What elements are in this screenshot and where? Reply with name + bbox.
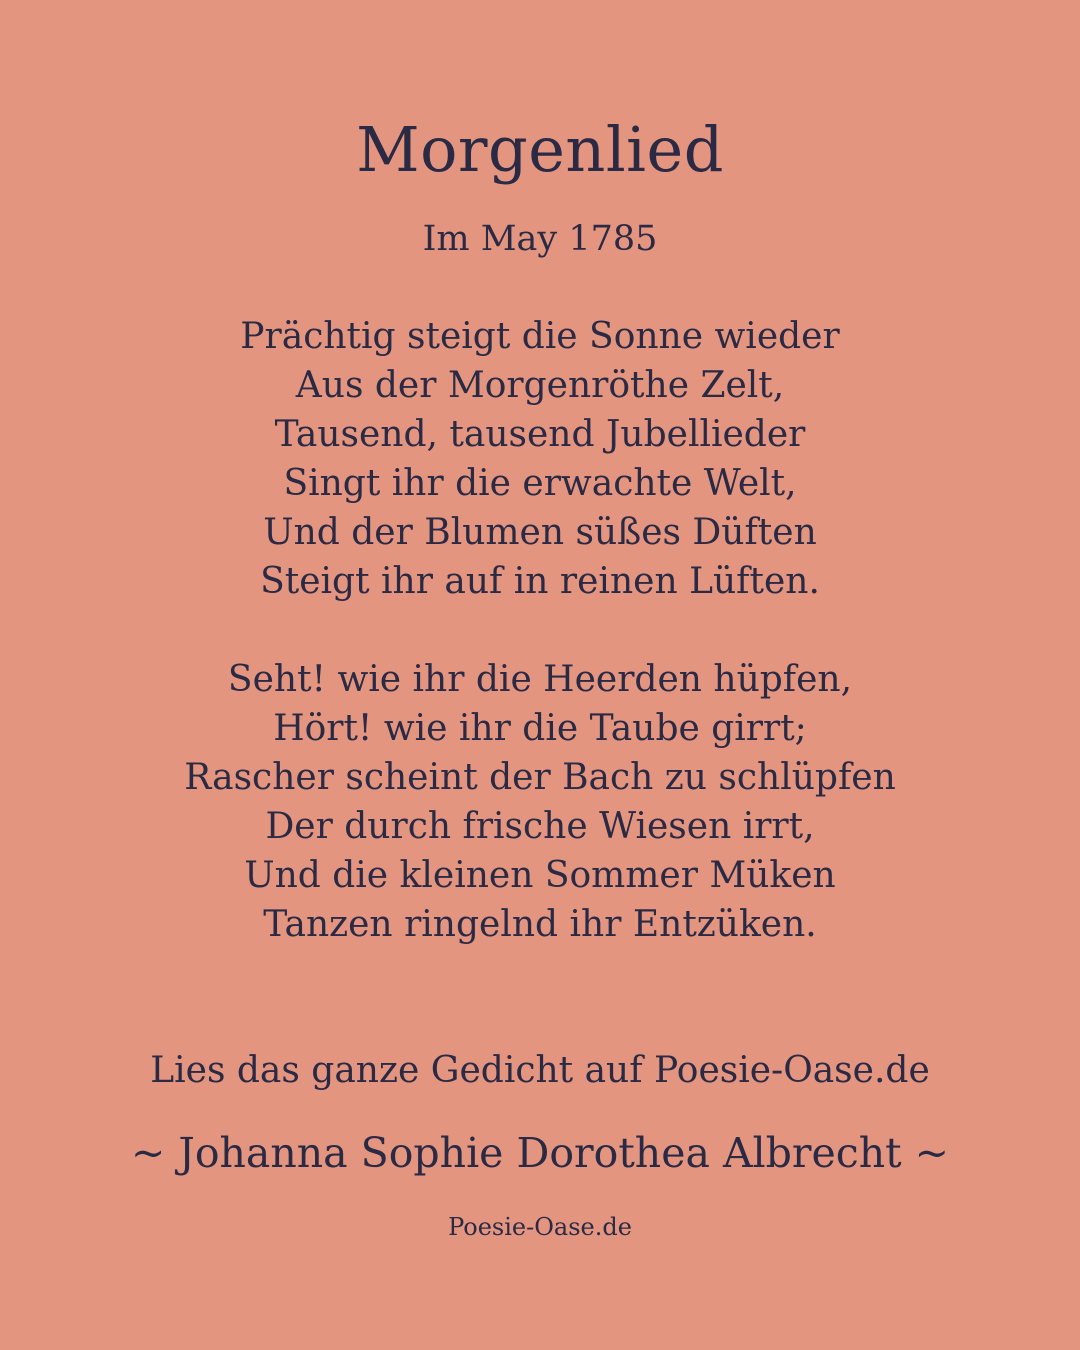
poem-line: Tausend, tausend Jubellieder (274, 414, 806, 455)
poem-line: Tanzen ringelnd ihr Entzüken. (263, 904, 817, 945)
poem-line: Steigt ihr auf in reinen Lüften. (260, 561, 820, 602)
poem-title: Morgenlied (356, 113, 724, 186)
poem-line: Und die kleinen Sommer Müken (244, 855, 836, 896)
site-watermark: Poesie-Oase.de (448, 1213, 632, 1241)
poem-line: Hört! wie ihr die Taube girrt; (273, 708, 807, 749)
poem-line: Rascher scheint der Bach zu schlüpfen (184, 757, 896, 798)
author-name: ~ Johanna Sophie Dorothea Albrecht ~ (131, 1129, 949, 1177)
poem-date: Im May 1785 (422, 219, 658, 259)
poem-line: Und der Blumen süßes Düften (263, 512, 817, 553)
poem-line: Singt ihr die erwachte Welt, (283, 463, 797, 504)
stanza-1 (0, 312, 1080, 606)
poem-line: Der durch frische Wiesen irrt, (265, 806, 815, 847)
poem-line: Aus der Morgenröthe Zelt, (295, 365, 785, 406)
stanza-2 (0, 655, 1080, 949)
poem-line: Seht! wie ihr die Heerden hüpfen, (227, 659, 853, 700)
read-full-poem-text: Lies das ganze Gedicht auf Poesie-Oase.de (150, 1050, 930, 1091)
poem-line: Prächtig steigt die Sonne wieder (240, 316, 840, 357)
